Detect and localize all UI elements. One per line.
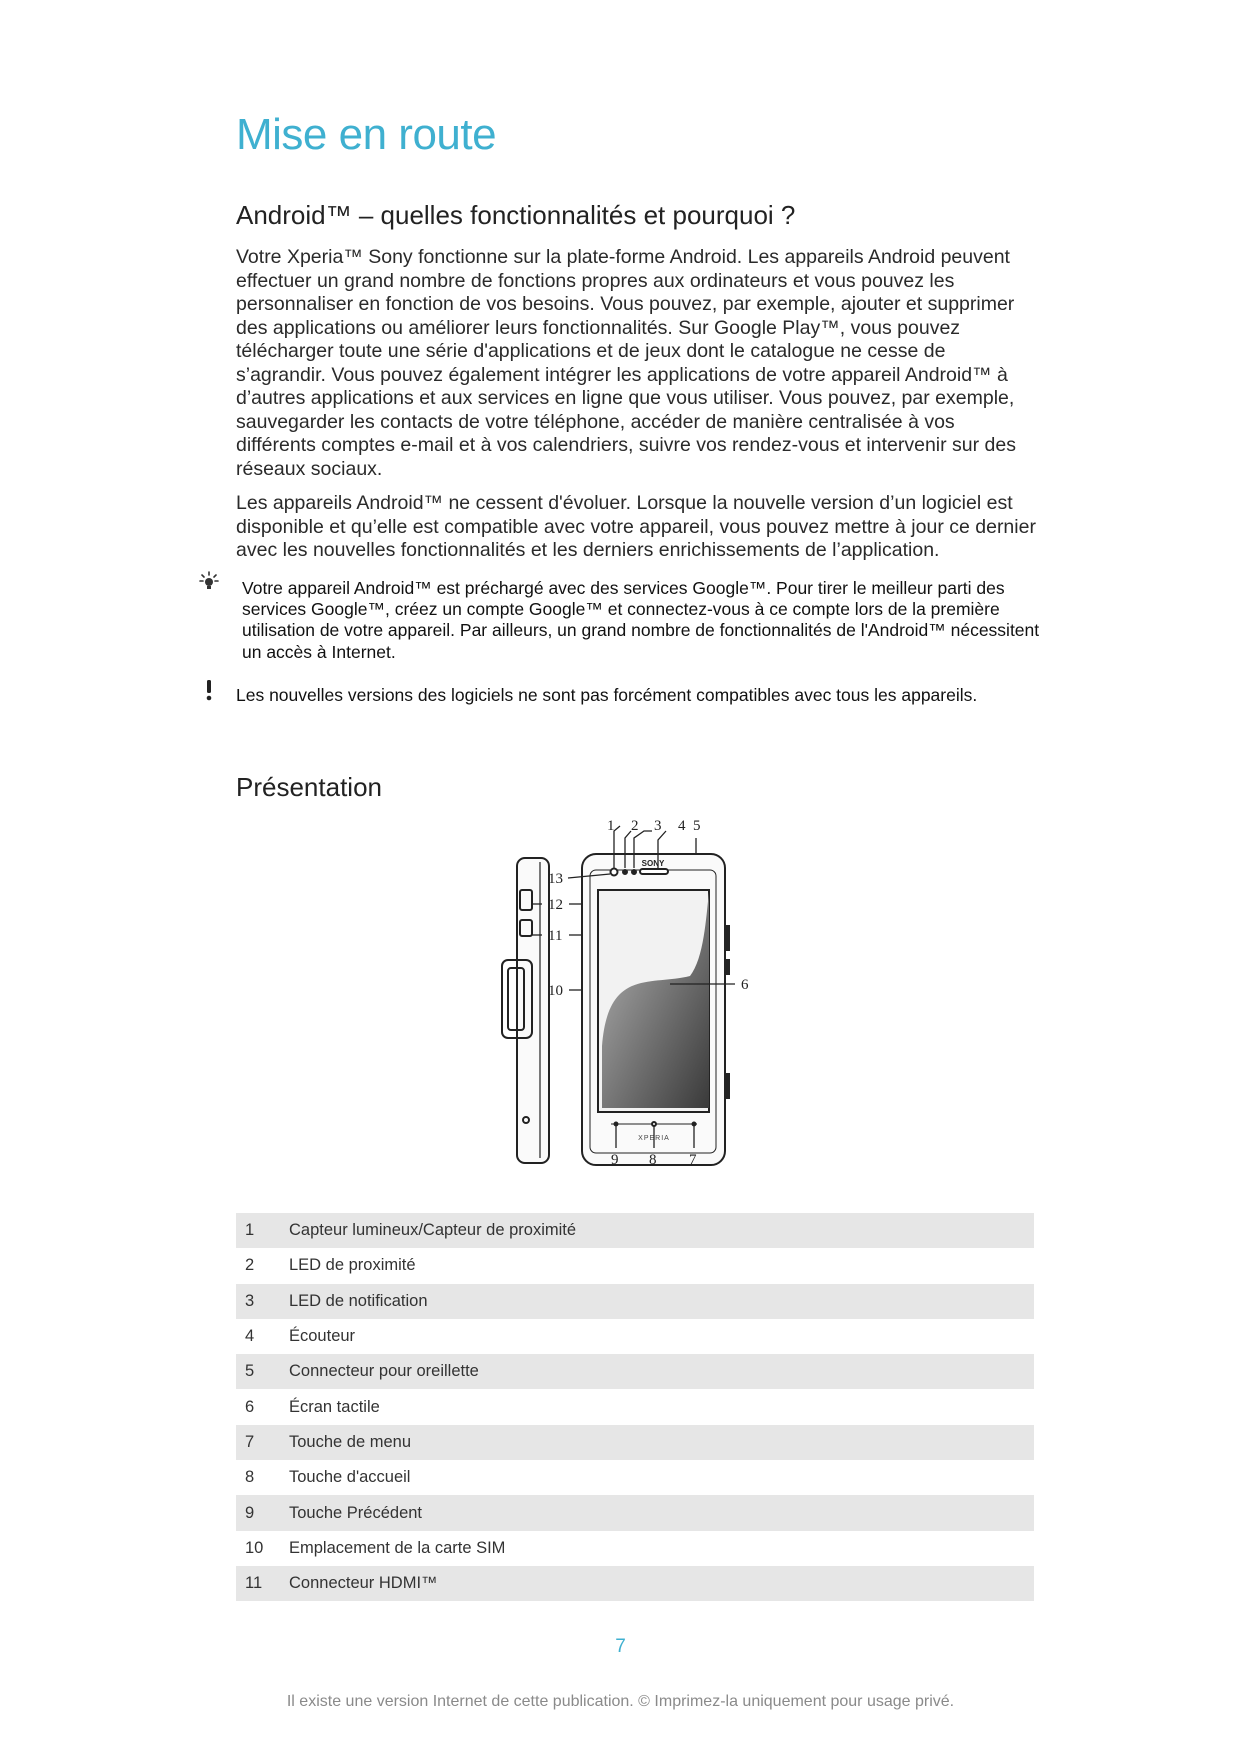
callout-9: 9 xyxy=(611,1152,619,1168)
device-overview-diagram xyxy=(490,818,780,1198)
callout-11: 11 xyxy=(548,928,563,944)
tip-note: Votre appareil Android™ est préchargé avec des services Google™. Pour tirer le meilleur parti des services Google™, créez un compte Google™ et connectez-vous à ce compte lors de la première utilisation de votre appareil. Par ailleurs, un grand nombre de fonctionnalités de l'Android™ nécessitent un accès à Internet. xyxy=(242,578,1040,662)
part-number: 6 xyxy=(245,1397,255,1416)
section-heading-android: Android™ – quelles fonctionnalités et pourquoi ? xyxy=(236,200,796,230)
part-label: Touche Précédent xyxy=(289,1495,1034,1530)
callout-2: 2 xyxy=(631,818,639,834)
part-label: Écran tactile xyxy=(289,1397,380,1416)
footer-notice: Il existe une version Internet de cette publication. © Imprimez-la uniquement pour usage privé. xyxy=(286,1693,955,1710)
part-label: Écouteur xyxy=(289,1327,356,1346)
part-label: Touche de menu xyxy=(289,1425,1034,1460)
callout-6: 6 xyxy=(741,977,749,993)
part-number: 5 xyxy=(236,1354,289,1389)
page-title: Mise en route xyxy=(236,110,497,159)
callout-7: 7 xyxy=(689,1152,697,1168)
callout-1: 1 xyxy=(607,818,615,834)
table-row xyxy=(236,1566,1034,1601)
lightbulb-icon xyxy=(197,570,221,594)
warning-note: Les nouvelles versions des logiciels ne sont pas forcément compatibles avec tous les appareils. xyxy=(236,685,978,705)
part-label: Connecteur HDMI™ xyxy=(289,1566,1034,1601)
callout-12: 12 xyxy=(548,897,563,913)
table-row xyxy=(236,1495,1034,1530)
table-row xyxy=(236,1531,1034,1566)
parts-table xyxy=(236,1213,1034,1601)
part-number: 2 xyxy=(245,1256,255,1275)
table-row xyxy=(236,1248,1034,1283)
part-number: 8 xyxy=(245,1468,255,1487)
page-number: 7 xyxy=(615,1636,626,1657)
body-paragraph: Votre Xperia™ Sony fonctionne sur la plate-forme Android. Les appareils Android peuvent effectuer un grand nombre de fonctions propres aux ordinateurs et vous pouvez les personnaliser en fonction de vos besoins. Vous pouvez, par exemple, ajouter et supprimer des applications ou améliorer leurs fonctionnalités. Sur Google Play™, vous pouvez télécharger toute une série d'applications et de jeux dont le catalogue ne cesse de s’agrandir. Vous pouvez également intégrer les applications de votre appareil Android™ à d’autres applications et aux services en ligne que vous utiliser. Vous pouvez, par exemple, sauvegarder les contacts de votre téléphone, accéder de manière centralisée à vos différents comptes e-mail et à vos calendriers, suivre vos rendez-vous et intervenir sur des réseaux sociaux. xyxy=(236,246,1016,480)
section-heading-presentation: Présentation xyxy=(236,772,382,802)
part-number: 11 xyxy=(236,1566,289,1601)
part-number: 10 xyxy=(245,1538,264,1557)
table-row xyxy=(236,1284,1034,1319)
part-number: 3 xyxy=(236,1284,289,1319)
part-number: 9 xyxy=(236,1495,289,1530)
part-label: Emplacement de la carte SIM xyxy=(289,1538,506,1557)
part-number: 4 xyxy=(245,1327,255,1346)
table-row xyxy=(236,1354,1034,1389)
table-row xyxy=(236,1460,1034,1495)
part-label: Touche d'accueil xyxy=(289,1468,411,1487)
part-label: Connecteur pour oreillette xyxy=(289,1354,1034,1389)
brand-logo: SONY xyxy=(641,859,665,868)
part-label: LED de proximité xyxy=(289,1256,416,1275)
callout-5: 5 xyxy=(693,818,701,834)
table-row xyxy=(236,1425,1034,1460)
callout-13: 13 xyxy=(548,871,563,887)
part-label: LED de notification xyxy=(289,1284,1034,1319)
phone-front-view xyxy=(582,854,729,1165)
callout-3: 3 xyxy=(654,818,662,834)
part-number: 1 xyxy=(236,1213,289,1248)
table-row xyxy=(236,1389,1034,1424)
model-label: XPERIA xyxy=(638,1135,670,1142)
callout-8: 8 xyxy=(649,1152,657,1168)
part-number: 7 xyxy=(236,1425,289,1460)
part-label: Capteur lumineux/Capteur de proximité xyxy=(289,1213,1034,1248)
table-row xyxy=(236,1213,1034,1248)
body-paragraph: Les appareils Android™ ne cessent d'évoluer. Lorsque la nouvelle version d’un logiciel est disponible et qu’elle est compatible avec votre appareil, vous pouvez mettre à jour ce dernier avec les nouvelles fonctionnalités et les derniers enrichissements de l’application. xyxy=(236,492,1036,561)
callout-10: 10 xyxy=(548,983,563,999)
table-row xyxy=(236,1319,1034,1354)
warning-exclamation-icon xyxy=(203,678,215,702)
callout-4: 4 xyxy=(678,818,686,834)
